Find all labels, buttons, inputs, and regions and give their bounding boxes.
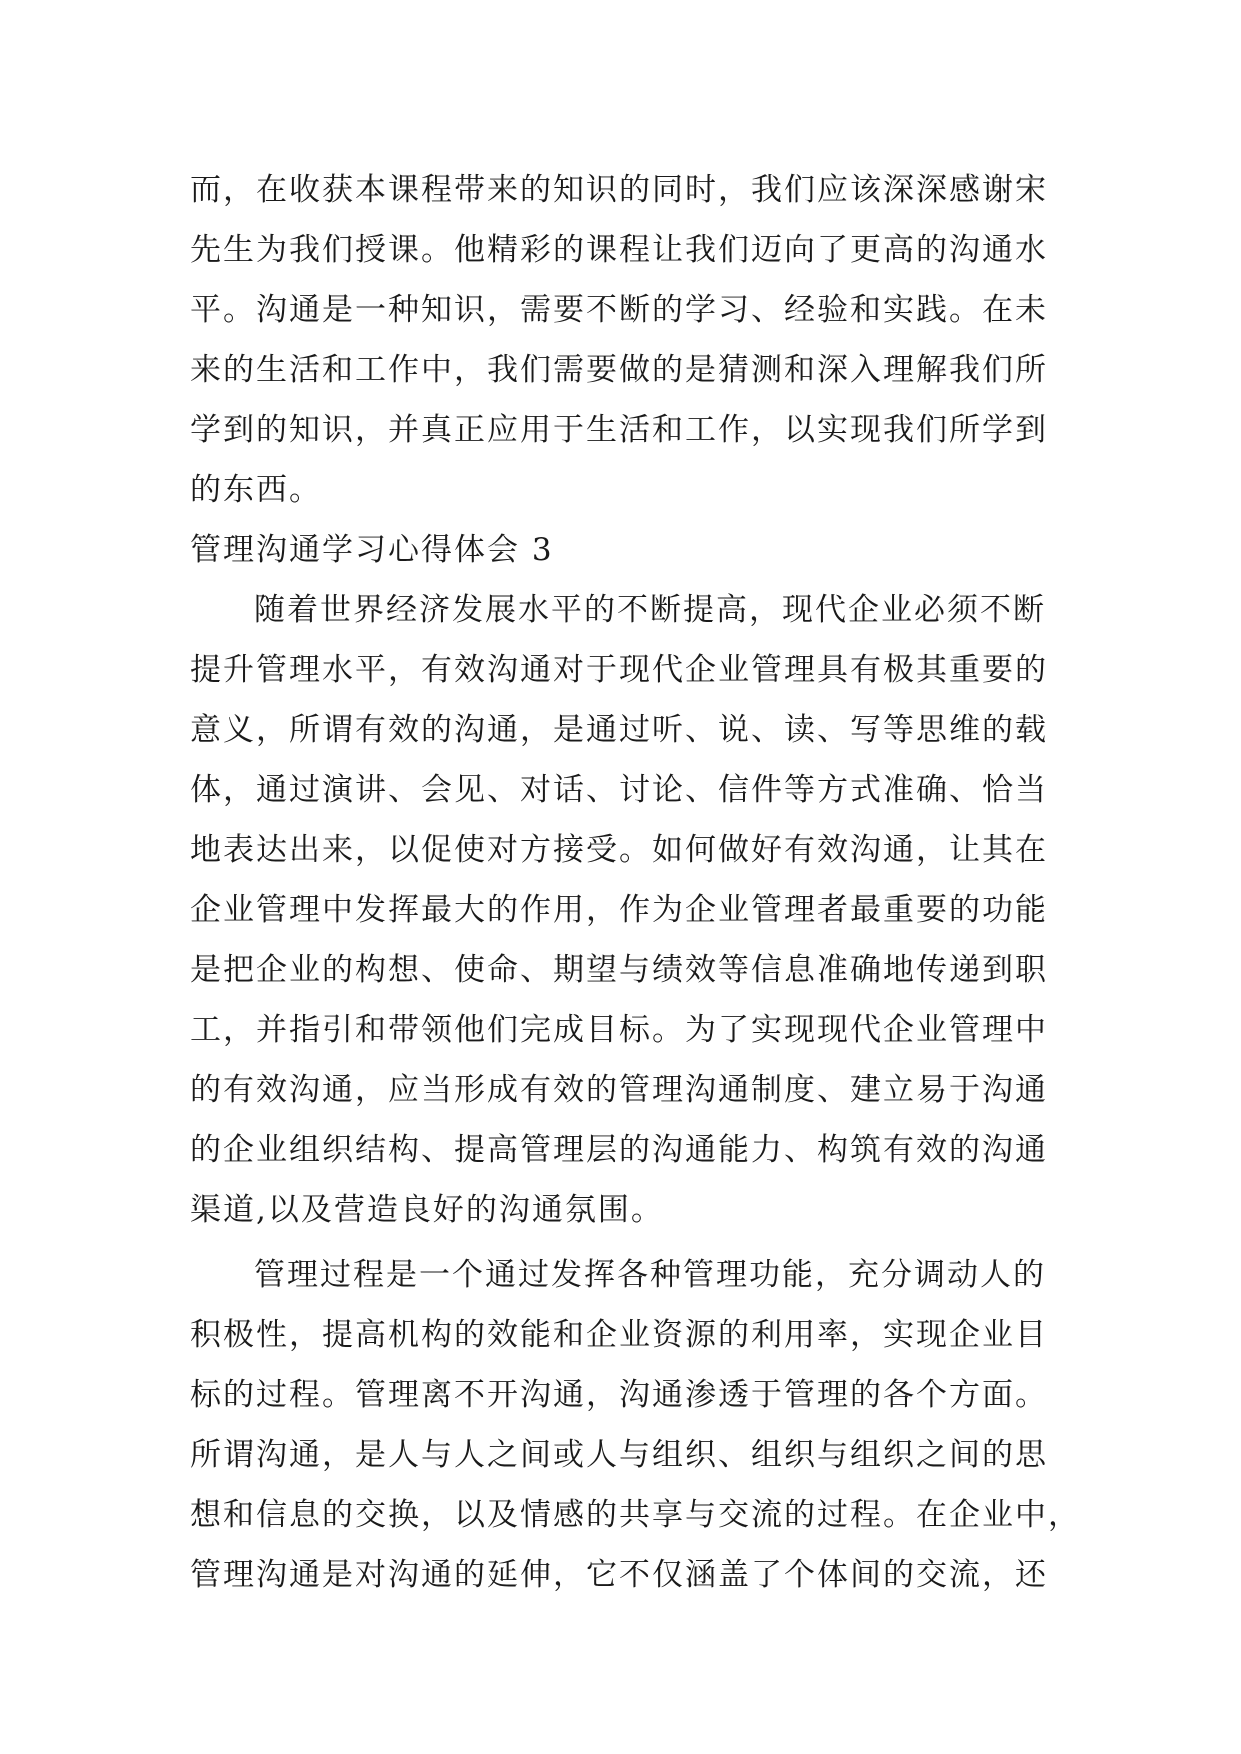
text-line: 企业管理中发挥最大的作用，作为企业管理者最重要的功能 bbox=[190, 892, 1048, 928]
document-body bbox=[190, 160, 1081, 1605]
text-line: 的企业组织结构、提高管理层的沟通能力、构筑有效的沟通 bbox=[190, 1132, 1048, 1168]
text-line: 标的过程。管理离不开沟通，沟通渗透于管理的各个方面。 bbox=[190, 1377, 1048, 1413]
text-line: 的有效沟通，应当形成有效的管理沟通制度、建立易于沟通 bbox=[190, 1072, 1048, 1108]
paragraph-intro bbox=[190, 580, 1060, 1240]
text-line: 管理沟通是对沟通的延伸，它不仅涵盖了个体间的交流，还 bbox=[190, 1557, 1048, 1593]
text-line: 先生为我们授课。他精彩的课程让我们迈向了更高的沟通水 bbox=[190, 232, 1048, 268]
text-line: 体，通过演讲、会见、对话、讨论、信件等方式准确、恰当 bbox=[190, 772, 1048, 808]
section-heading: 管理沟通学习心得体会 3 bbox=[190, 532, 554, 568]
text-line: 渠道,以及营造良好的沟通氛围。 bbox=[190, 1192, 664, 1228]
text-line: 而，在收获本课程带来的知识的同时，我们应该深深感谢宋 bbox=[190, 172, 1048, 208]
text-line: 想和信息的交换，以及情感的共享与交流的过程。在企业中， bbox=[190, 1497, 1081, 1533]
text-line: 随着世界经济发展水平的不断提高，现代企业必须不断 bbox=[254, 592, 1046, 628]
text-line: 的东西。 bbox=[190, 472, 322, 508]
text-line: 工，并指引和带领他们完成目标。为了实现现代企业管理中 bbox=[190, 1012, 1048, 1048]
text-line: 来的生活和工作中，我们需要做的是猜测和深入理解我们所 bbox=[190, 352, 1048, 388]
text-line: 所谓沟通，是人与人之间或人与组织、组织与组织之间的思 bbox=[190, 1437, 1048, 1473]
paragraph-continuation bbox=[190, 160, 1060, 520]
text-line: 意义，所谓有效的沟通，是通过听、说、读、写等思维的载 bbox=[190, 712, 1048, 748]
text-line: 是把企业的构想、使命、期望与绩效等信息准确地传递到职 bbox=[190, 952, 1048, 988]
text-line: 管理过程是一个通过发挥各种管理功能，充分调动人的 bbox=[254, 1257, 1046, 1293]
text-line: 学到的知识，并真正应用于生活和工作，以实现我们所学到 bbox=[190, 412, 1048, 448]
text-line: 平。沟通是一种知识，需要不断的学习、经验和实践。在未 bbox=[190, 292, 1048, 328]
text-line: 地表达出来，以促使对方接受。如何做好有效沟通，让其在 bbox=[190, 832, 1048, 868]
text-line: 提升管理水平，有效沟通对于现代企业管理具有极其重要的 bbox=[190, 652, 1048, 688]
paragraph-management-process bbox=[190, 1245, 1081, 1605]
text-line: 积极性，提高机构的效能和企业资源的利用率，实现企业目 bbox=[190, 1317, 1048, 1353]
